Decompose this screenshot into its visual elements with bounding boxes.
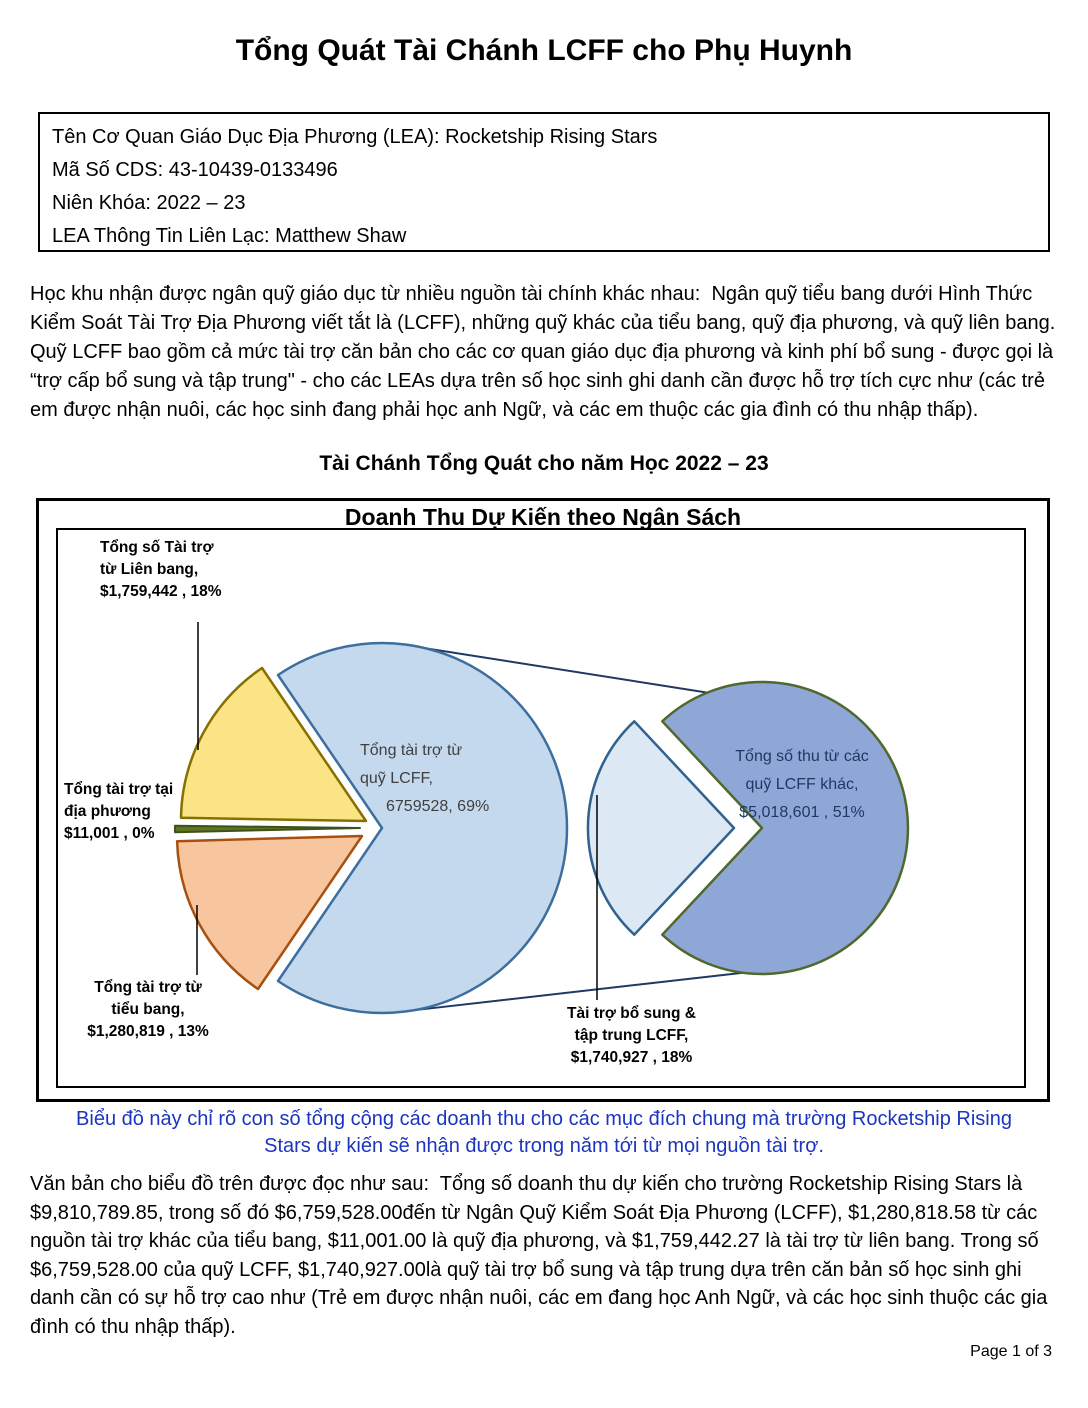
lea-name-row: Tên Cơ Quan Giáo Dục Địa Phương (LEA): Rocketship Rising Stars [52, 126, 658, 148]
lea-contact-row: LEA Thông Tin Liên Lạc: Matthew Shaw [52, 225, 407, 247]
intro-paragraph: Học khu nhận được ngân quỹ giáo dục từ nhiều nguồn tài chính khác nhau: Ngân quỹ tiểu bang dưới Hình Thức Kiểm Soát Tài Trợ Địa Phương viết tắt là (LCFF), những quỹ khác của tiểu bang, quỹ địa phương, và quỹ liên bang. Quỹ LCFF bao gồm cả mức tài trợ căn bản cho các cơ quan giáo dục địa phương và kinh phí bổ sung - được gọi là “trợ cấp bổ sung và tập trung" - cho các LEAs dựa trên số học sinh ghi danh cần được hỗ trợ tích cực như (các trẻ em được nhận nuôi, các học sinh đang phải học anh Ngữ, và các em thuộc các gia đình có thu nhập thấp). [30, 283, 1061, 421]
revenue-chart [36, 498, 1050, 1102]
page-title: Tổng Quát Tài Chánh LCFF cho Phụ Huynh [235, 34, 853, 67]
chart-caption: Biểu đồ này chỉ rõ con số tổng cộng các doanh thu cho các mục đích chung mà trường Rocketship Rising Stars dự kiến sẽ nhận được trong năm tới từ mọi nguồn tài trợ. [76, 1108, 1018, 1157]
school-year-row: Niên Khóa: 2022 – 23 [52, 192, 246, 214]
chart-title: Doanh Thu Dự Kiến theo Ngân Sách [344, 504, 742, 530]
lea-info-box [38, 112, 1050, 252]
label-state-funds: Tổng tài trợ từ tiểu bang, $1,280,819 , 13% [87, 979, 209, 1040]
page-number: Page 1 of 3 [970, 1343, 1052, 1360]
section-heading: Tài Chánh Tổng Quát cho năm Học 2022 – 23 [319, 452, 769, 475]
label-local-funds: Tổng tài trợ tại địa phương $11,001 , 0% [64, 781, 174, 842]
label-federal-funds: Tổng số Tài trợ từ Liên bang, $1,759,442 , 18% [100, 539, 222, 600]
label-supplemental-concentration: Tài trợ bổ sung & tập trung LCFF, $1,740,927 , 18% [567, 1005, 696, 1066]
cds-code-row: Mã Số CDS: 43-10439-0133496 [52, 159, 338, 181]
label-lcff-funds: Tổng tài trợ từ quỹ LCFF, 6759528, 69% [360, 742, 490, 815]
label-other-lcff-funds: Tổng số thu từ các quỹ LCFF khác, $5,018,601 , 51% [735, 748, 869, 821]
body-paragraph: Văn bản cho biểu đồ trên được đọc như sau: Tổng số doanh thu dự kiến cho trường Rocketship Rising Stars là $9,810,789.85, trong số đó $6,759,528.00đến từ Ngân Quỹ Kiểm Soát Địa Phương (LCFF), $1,280,818.58 từ các nguồn tài trợ khác của tiểu bang, $11,001.00 là quỹ địa phương, và $1,759,442.27 là tài trợ từ liên bang. Trong số $6,759,528.00 của quỹ LCFF, $1,740,927.00là quỹ tài trợ bổ sung và tập trung dựa trên căn bản số học sinh ghi danh cần có sự hỗ trợ cao như (Trẻ em được nhận nuôi, các em đang học Anh Ngữ, và các học sinh thuộc các gia đình có thu nhập thấp). [30, 1173, 1053, 1338]
